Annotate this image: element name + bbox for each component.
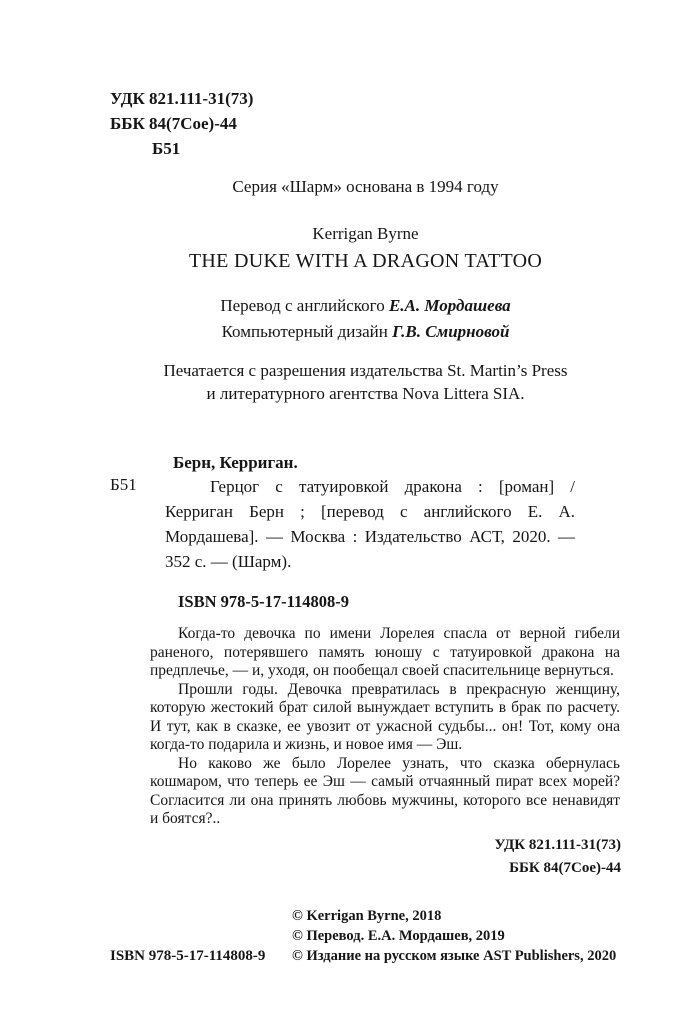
classification-codes-bottom bbox=[0, 834, 691, 880]
translation-credit bbox=[40, 293, 691, 319]
bibliographic-record bbox=[0, 453, 691, 574]
bbk-code-bottom: ББК 84(7Сое)-44 bbox=[509, 859, 621, 876]
annotation-paragraph-2: Прошли годы. Девочка превратилась в прекрасную женщину, которую жестокий брат силой вынуждает вступить в брак по расчету. И тут, как в сказке, ее увозит от ужасной судьбы... он! Тот, кому она когда-то подарила и жизнь, и новое имя — Эш. bbox=[150, 680, 620, 753]
copyright-russian-edition: © Издание на русском языке AST Publishers, 2020 bbox=[292, 947, 617, 964]
design-credit-label: Компьютерный дизайн bbox=[221, 322, 393, 341]
annotation-paragraph-3: Но каково же было Лорелее узнать, что сказка обернулась кошмаром, что теперь ее Эш — самый отчаянный пират всех морей? Согласится ли она принять любовь мужчины, которого все ненавидят и боятся?.. bbox=[150, 754, 620, 827]
bib-author-header: Берн, Керриган. bbox=[173, 453, 298, 472]
credits-block bbox=[0, 293, 691, 345]
copyright-translation: © Перевод. Е.А. Мордашев, 2019 bbox=[292, 927, 505, 944]
udk-code-bottom: УДК 821.111-31(73) bbox=[494, 836, 621, 853]
original-title: THE DUKE WITH A DRAGON TATTOO bbox=[188, 250, 543, 272]
translation-credit-label: Перевод с английского bbox=[220, 296, 389, 315]
series-note: Серия «Шарм» основана в 1994 году bbox=[232, 177, 499, 196]
classification-codes-top bbox=[110, 86, 691, 161]
copyright-block bbox=[0, 906, 691, 966]
isbn-main: ISBN 978-5-17-114808-9 bbox=[178, 592, 349, 611]
author-sign-top: Б51 bbox=[152, 139, 181, 158]
copyright-isbn-row bbox=[0, 946, 691, 966]
designer-name: Г.В. Смирновой bbox=[392, 322, 510, 341]
copyright-author: © Kerrigan Byrne, 2018 bbox=[292, 907, 442, 924]
permission-note bbox=[0, 359, 691, 405]
author-sign-record: Б51 bbox=[110, 475, 137, 494]
isbn-bottom: ISBN 978-5-17-114808-9 bbox=[110, 947, 266, 964]
udk-code-top: УДК 821.111-31(73) bbox=[110, 89, 254, 108]
original-author: Kerrigan Byrne bbox=[312, 224, 419, 243]
design-credit bbox=[40, 319, 691, 345]
annotation-paragraph-1: Когда-то девочка по имени Лорелея спасла от верной гибели раненого, потерявшего память юношу с татуировкой дракона на предплечье, — и, уходя, он пообещал своей спасительнице вернуться. bbox=[150, 625, 620, 679]
bib-record-text: Герцог с татуировкой дракона : [роман] / Керриган Берн ; [перевод с английского Е. А. Мордашева]. — Москва : Издательство АСТ, 2020. — 352 с. — (Шарм). bbox=[165, 477, 575, 571]
bib-record-row bbox=[0, 474, 691, 574]
translator-name: Е.А. Мордашева bbox=[388, 296, 511, 315]
annotation-block bbox=[150, 625, 620, 829]
permission-note-line2: и литературного агентства Nova Littera SIA. bbox=[206, 384, 525, 403]
bbk-code-top: ББК 84(7Сое)-44 bbox=[110, 114, 237, 133]
permission-note-line1: Печатается с разрешения издательства St. Martin’s Press bbox=[163, 361, 568, 380]
